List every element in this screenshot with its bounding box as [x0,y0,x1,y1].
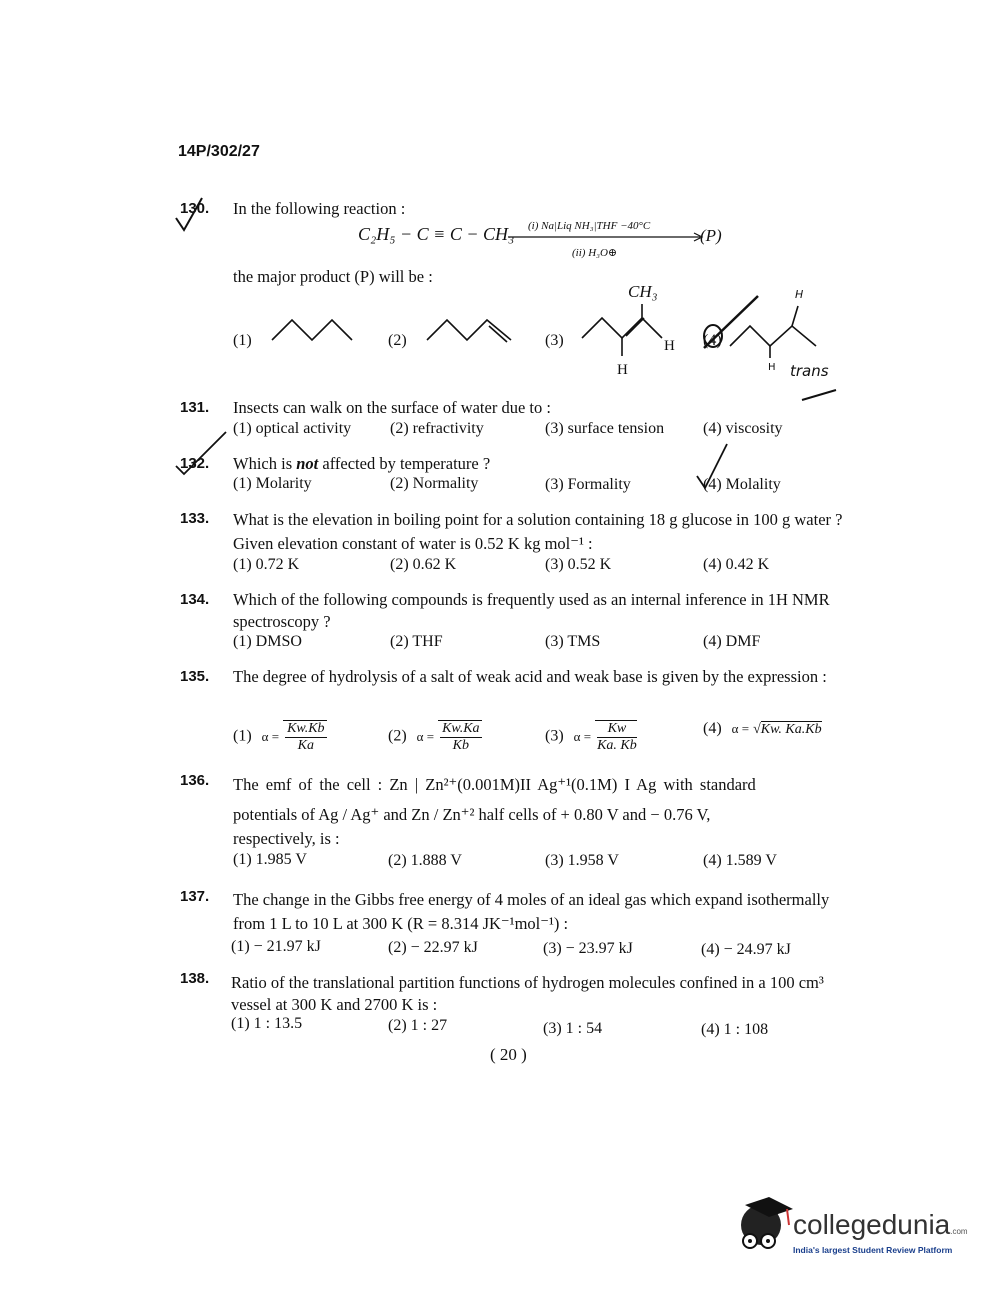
question-number: 131. [180,399,210,416]
question-text: The degree of hydrolysis of a salt of weak acid and weak base is given by the expression : [233,667,827,686]
option: (2) THF [390,633,443,650]
option: (4) Molality [703,476,781,493]
option: (4) 0.42 K [703,556,770,573]
question-text: Ratio of the translational partition functions of hydrogen molecules confined in a 100 cm³ vessel at 300 K and 2700 K is : [231,973,824,1014]
option: (3) TMS [545,633,601,650]
question-number: 130. [180,200,210,217]
mascot-icon [735,1195,795,1260]
tick-mark-icon [170,190,220,235]
option: (2) 1.888 V [388,852,462,869]
option-4-label: (4) [703,332,722,349]
question-text: What is the elevation in boiling point for a solution containing 18 g glucose in 100 g water ? Given elevation constant of water is 0.52 K kg mol⁻¹ : [233,510,843,553]
question-text: Which of the following compounds is frequently used as an internal inference in 1H NMR spectroscopy ? [233,590,830,631]
ch3-label: CH₃ [628,282,658,301]
handwritten-trans: trans [790,362,829,380]
option: (1) 1.985 V [233,851,307,868]
option: (4) 1 : 108 [701,1021,769,1038]
option: (2) 0.62 K [390,556,457,573]
reagent-top: (i) Na|Liq NH₃|THF −40°C [528,220,651,232]
question-number: 132. [180,455,210,472]
question-text-line-3: respectively, is : [233,829,340,848]
reagent-bottom: (ii) H₃O⊕ [572,247,618,259]
option: (3) 1.958 V [545,852,619,869]
brand-tagline: India's largest Student Review Platform [793,1245,953,1255]
option-3-label: (3) [545,332,564,349]
option: (4) − 24.97 kJ [701,941,791,958]
option-2-label: (2) [388,332,407,349]
question-text-line-1: The emf of the cell : Zn | Zn²⁺(0.001M)II Ag⁺¹(0.1M) I Ag with standard [233,775,756,794]
question-text-2: the major product (P) will be : [233,267,433,286]
option: (2) − 22.97 kJ [388,939,478,956]
brand-name: collegedunia.com [793,1209,968,1240]
question-text: Insects can walk on the surface of water due to : [233,398,551,417]
h-label-1: H [664,338,675,354]
option: (4) 1.589 V [703,852,777,869]
option-1: (1) α = $\frac{Kw.Kb}{Ka}$ [233,721,325,753]
question-text: In the following reaction : [233,199,406,218]
page-number: ( 20 ) [490,1045,527,1064]
option: (3) − 23.97 kJ [543,940,633,957]
option: (1) − 21.97 kJ [231,938,321,955]
question-text-line-2: potentials of Ag / Ag⁺ and Zn / Zn⁺² half cells of + 0.80 V and − 0.76 V, [233,805,711,824]
question-number: 137. [180,888,210,905]
question-number: 133. [180,510,210,527]
h-label-3: H [795,288,804,301]
option-4: (4) α = √Kw. Ka.Kb [703,720,822,737]
reaction-product: (P) [700,226,722,245]
option: (4) viscosity [703,420,783,437]
option: (3) 0.52 K [545,556,612,573]
option: (1) optical activity [233,420,352,437]
option: (1) 1 : 13.5 [231,1015,303,1032]
option: (1) 0.72 K [233,556,300,573]
reaction-reactant: C₂H₅ − C ≡ C − CH₃ [358,224,515,244]
reaction-arrow-icon [508,232,708,242]
question-number: 136. [180,772,210,789]
option: (2) 1 : 27 [388,1017,448,1034]
h-label-4: H [768,362,776,373]
option: (2) Normality [390,475,479,492]
structure-1-icon [270,316,355,346]
option: (1) DMSO [233,633,302,650]
h-label-2: H [617,362,628,378]
question-number: 138. [180,970,210,987]
paper-code: 14P/302/27 [178,143,260,160]
tick-mark-icon [172,428,232,478]
option: (1) Molarity [233,475,312,492]
structure-3-icon [578,300,678,360]
question-text: The change in the Gibbs free energy of 4 moles of an ideal gas which expand isothermally from 1 L to 10 L at 300 K (R = 8.314 JK⁻¹mol⁻¹) : [233,890,830,933]
question-text: Which is not affected by temperature ? [233,454,491,473]
option: (4) DMF [703,633,761,650]
option-2: (2) α = $\frac{Kw.Ka}{Kb}$ [388,721,480,753]
question-number: 134. [180,591,210,608]
option: (3) surface tension [545,420,665,437]
option: (2) refractivity [390,420,484,437]
option: (3) 1 : 54 [543,1020,603,1037]
question-number: 135. [180,668,210,685]
structure-2-icon [425,316,515,346]
option: (3) Formality [545,476,631,493]
option-3: (3) α = $\frac{Kw}{Ka. Kb}$ [545,721,637,753]
structure-4-icon [700,288,835,358]
option-1-label: (1) [233,332,252,349]
